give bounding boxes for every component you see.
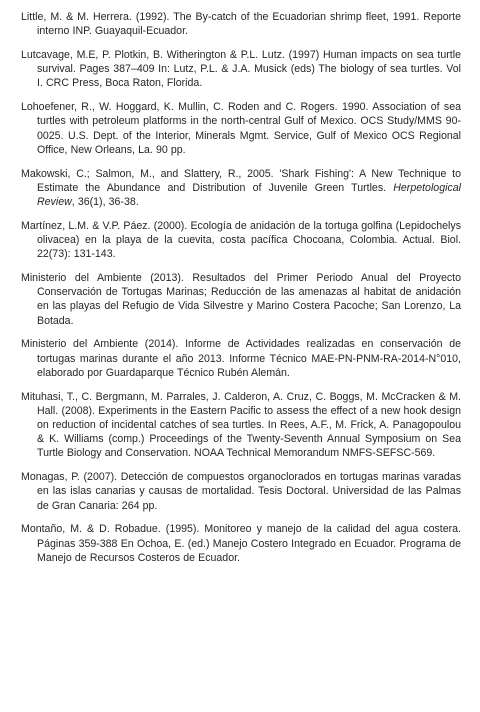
- reference-monagas-2007: Monagas, P. (2007). Detección de compuestos organoclorados en tortugas marinas varadas en las islas canarias y causas de mortalidad. Tesis Doctoral. Universidad de las Palmas de Gran Canaria: 264 pp.: [21, 471, 461, 512]
- reference-lutcavage-1997: Lutcavage, M.E, P. Plotkin, B. Witherington & P.L. Lutz. (1997) Human impacts on sea turtle survival. Pages 387–409 In: Lutz, P.L. & J.A. Musick (eds) The biology of sea turtles. Vol I. CRC Press, Boca Raton, Florida.: [21, 49, 461, 90]
- reference-list: [21, 10, 461, 575]
- reference-makowski-2005-volume: , 36(1), 36-38.: [71, 196, 139, 209]
- reference-makowski-2005: [21, 167, 461, 210]
- journal-title: Herpetological Review: [37, 181, 461, 209]
- reference-mituhasi-2008: Mituhasi, T., C. Bergmann, M. Parrales, J. Calderon, A. Cruz, C. Boggs, M. McCracken & M. Hall. (2008). Experiments in the Eastern Pacific to assess the effect of a new hook design on reduction of incidental catches of sea turtles. In Rees, A.F., M. Frick, A. Panagopoulou & K. Williams (comp.) Proceedings of the Twenty-Seventh Annual Symposium on Sea Turtle Biology and Conservation. NOAA Technical Memorandum NMFS-SEFSC-569.: [21, 390, 461, 460]
- reference-martinez-2000: Martínez, L.M. & V.P. Páez. (2000). Ecología de anidación de la tortuga golfina (Lepidochelys olivacea) en la playa de la cuevita, costa pacífica Chocoana, Colombia. Actual. Biol. 22(73): 131-143.: [21, 219, 461, 261]
- reference-montano-1995: Montaño, M. & D. Robadue. (1995). Monitoreo y manejo de la calidad del agua costera. Páginas 359-388 En Ochoa, E. (ed.) Manejo Costero Integrado en Ecuador. Programa de Manejo de Recursos Costeros de Ecuador.: [21, 523, 461, 564]
- reference-little-1992: Little, M. & M. Herrera. (1992). The By-catch of the Ecuadorian shrimp fleet, 1991. Reporte interno INP. Guayaquil-Ecuador.: [21, 11, 461, 38]
- reference-lohoefener-1990: Lohoefener, R., W. Hoggard, K. Mullin, C. Roden and C. Rogers. 1990. Association of sea turtles with petroleum platforms in the north-central Gulf of Mexico. OCS Study/MMS 90-0025. U.S. Dept. of the Interior, Minerals Mgmt. Service, Gulf of Mexico OCS Regional Office, New Orleans, La. 90 pp.: [21, 101, 461, 156]
- reference-ministerio-2013: Ministerio del Ambiente (2013). Resultados del Primer Periodo Anual del Proyecto Conservación de Tortugas Marinas; Reducción de las amenazas al habitat de anidación en las playas del Refugio de Vida Silvestre y Marino Costera Pacoche; San Lorenzo, La Botada.: [21, 272, 461, 327]
- reference-ministerio-2014: Ministerio del Ambiente (2014). Informe de Actividades realizadas en conservación de tortugas marinas durante el año 2013. Informe Técnico MAE-PN-PNM-RA-2014-N°010, elaborado por Guardaparque Técnico Rubén Alemán.: [21, 338, 461, 379]
- reference-makowski-2005-main: Makowski, C.; Salmon, M., and Slattery, R., 2005. 'Shark Fishing': A New Technique to Estimate the Abundance and Distribution of Juvenile Green Turtles.: [21, 167, 461, 194]
